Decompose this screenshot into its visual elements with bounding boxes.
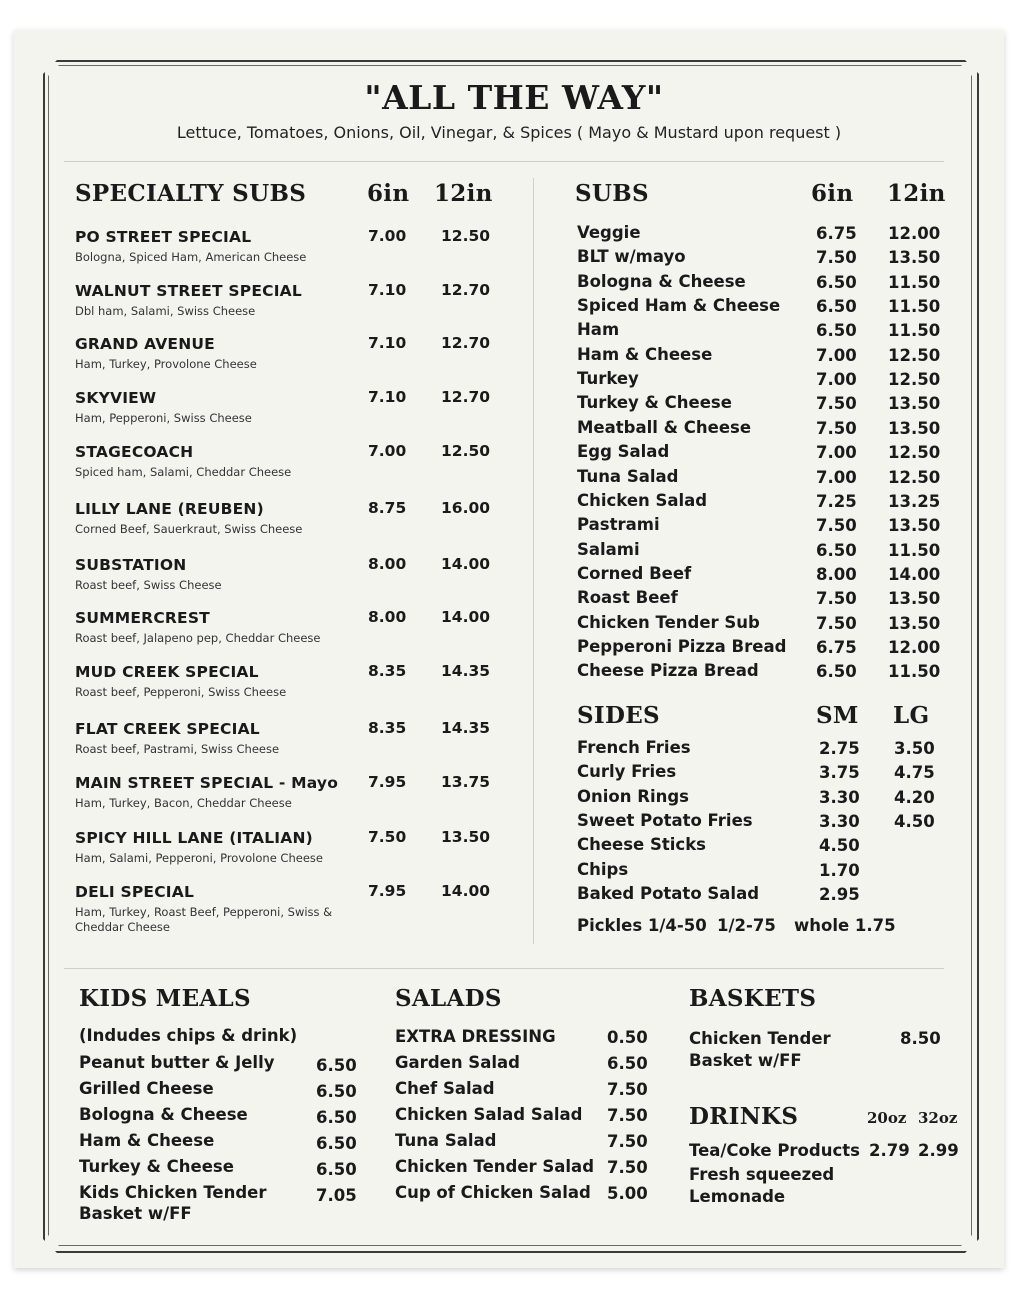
kids-item-price: 6.50 <box>316 1082 357 1101</box>
subs-item-price-12in: 12.00 <box>888 637 941 657</box>
drink-item2-name: Fresh squeezed <box>689 1165 835 1184</box>
salads-item-price: 7.50 <box>607 1106 648 1125</box>
specialty-item-price-12in: 12.70 <box>441 281 491 299</box>
subs-item-price-6in: 6.50 <box>816 297 857 317</box>
drinks-col-32oz: 32oz <box>918 1109 958 1127</box>
specialty-item-price-12in: 12.70 <box>441 334 491 352</box>
subs-item-price-6in: 6.50 <box>816 540 857 560</box>
subs-item-name: Turkey <box>577 369 639 389</box>
salads-item-price: 7.50 <box>607 1132 648 1151</box>
kids-note: (Indudes chips & drink) <box>79 1026 298 1045</box>
sides-col-sm: SM <box>816 702 859 729</box>
kids-item-name: Grilled Cheese <box>79 1079 214 1098</box>
subs-item-price-6in: 7.50 <box>816 589 857 609</box>
specialty-item-price-6in: 7.10 <box>368 388 407 406</box>
sides-col-lg: LG <box>893 702 930 729</box>
specialty-item-desc: Ham, Turkey, Provolone Cheese <box>75 357 257 371</box>
sides-item-name: Sweet Potato Fries <box>577 810 753 830</box>
sides-item-name: Cheese Sticks <box>577 835 706 855</box>
subs-item-price-6in: 7.00 <box>816 443 857 463</box>
subs-item-name: Salami <box>577 539 640 559</box>
drinks-heading: DRINKS <box>689 1103 799 1130</box>
sides-item-price-lg: 4.20 <box>894 787 935 807</box>
salads-item-price: 6.50 <box>607 1054 648 1073</box>
kids-item-price: 7.05 <box>316 1186 357 1205</box>
specialty-item-desc: Ham, Pepperoni, Swiss Cheese <box>75 411 252 425</box>
sides-item-name: French Fries <box>577 738 691 757</box>
kids-item-price: 6.50 <box>316 1160 357 1179</box>
subs-item-price-6in: 7.50 <box>816 418 857 438</box>
specialty-item-name: SUMMERCREST <box>75 609 210 627</box>
subs-item-price-12in: 13.50 <box>888 394 941 414</box>
specialty-item-price-12in: 14.35 <box>441 719 491 737</box>
subs-item-price-6in: 7.50 <box>816 516 857 536</box>
subs-item-price-12in: 12.50 <box>888 443 941 463</box>
pickles-price-2: 1/2-75 <box>717 916 776 935</box>
specialty-item-price-6in: 8.00 <box>368 555 407 573</box>
specialty-item-name: MUD CREEK SPECIAL <box>75 663 259 681</box>
kids-item-price: 6.50 <box>316 1108 357 1127</box>
specialty-item-name: SPICY HILL LANE (ITALIAN) <box>75 829 313 847</box>
salads-item-name: Tuna Salad <box>395 1131 497 1150</box>
specialty-item-name: PO STREET SPECIAL <box>75 228 252 246</box>
specialty-item-desc: Bologna, Spiced Ham, American Cheese <box>75 250 307 264</box>
divider-vertical <box>533 178 534 944</box>
specialty-item-price-6in: 7.10 <box>368 334 407 352</box>
specialty-item-desc: Ham, Salami, Pepperoni, Provolone Cheese <box>75 851 323 865</box>
salads-item-name: Chef Salad <box>395 1079 495 1098</box>
specialty-item-price-12in: 13.50 <box>441 828 491 846</box>
sides-item-price-sm: 3.30 <box>819 811 860 831</box>
specialty-item-price-12in: 14.35 <box>441 662 491 680</box>
specialty-item-price-12in: 14.00 <box>441 608 491 626</box>
specialty-item-price-6in: 8.35 <box>368 662 407 680</box>
subs-item-price-12in: 13.50 <box>888 418 941 438</box>
kids-item-name: Kids Chicken Tender <box>79 1183 267 1202</box>
subs-item-name: BLT w/mayo <box>577 247 686 267</box>
specialty-item-price-12in: 14.00 <box>441 555 491 573</box>
salads-item-name: Cup of Chicken Salad <box>395 1183 591 1202</box>
subs-item-name: Meatball & Cheese <box>577 417 752 437</box>
specialty-item-name: GRAND AVENUE <box>75 335 215 353</box>
specialty-item-desc: Corned Beef, Sauerkraut, Swiss Cheese <box>75 522 303 536</box>
specialty-item-price-6in: 7.95 <box>368 773 407 791</box>
drinks-col-20oz: 20oz <box>867 1109 907 1127</box>
subs-item-name: Chicken Tender Sub <box>577 612 760 632</box>
specialty-item-desc: Roast beef, Pepperoni, Swiss Cheese <box>75 685 287 699</box>
salads-item-price: 0.50 <box>607 1028 648 1047</box>
subs-item-name: Ham & Cheese <box>577 344 713 364</box>
specialty-item-price-12in: 12.50 <box>441 442 491 460</box>
subs-item-price-12in: 12.50 <box>888 345 941 365</box>
salads-heading: SALADS <box>395 985 502 1012</box>
sides-item-price-sm: 3.30 <box>819 787 860 807</box>
subs-item-price-12in: 13.25 <box>888 491 941 511</box>
sides-item-price-sm: 1.70 <box>819 860 860 880</box>
specialty-col-6in: 6in <box>367 180 410 207</box>
subs-col-12in: 12in <box>887 180 946 207</box>
kids-item-name-line2: Basket w/FF <box>79 1204 192 1223</box>
subs-heading: SUBS <box>575 180 649 207</box>
subs-item-price-6in: 6.50 <box>816 662 857 682</box>
salads-item-name: Garden Salad <box>395 1053 520 1072</box>
subs-item-price-6in: 7.50 <box>816 613 857 633</box>
salads-item-name: Chicken Salad Salad <box>395 1105 583 1124</box>
subs-item-name: Pastrami <box>577 515 660 535</box>
specialty-item-price-6in: 7.00 <box>368 227 407 245</box>
specialty-item-name: SKYVIEW <box>75 389 157 407</box>
subs-item-price-6in: 7.00 <box>816 467 857 487</box>
baskets-heading: BASKETS <box>689 985 817 1012</box>
specialty-heading: SPECIALTY SUBS <box>75 180 307 207</box>
divider-bottom <box>64 968 944 969</box>
pickles-price-1: Pickles 1/4-50 <box>577 916 707 935</box>
subs-item-name: Turkey & Cheese <box>577 393 732 413</box>
sides-item-price-sm: 2.75 <box>819 739 860 758</box>
specialty-item-name: MAIN STREET SPECIAL - Mayo <box>75 774 339 792</box>
specialty-item-desc: Spiced ham, Salami, Cheddar Cheese <box>75 465 292 479</box>
subs-item-price-6in: 6.50 <box>816 321 857 341</box>
subs-item-name: Corned Beef <box>577 563 692 583</box>
specialty-item-price-12in: 14.00 <box>441 882 491 900</box>
specialty-item-desc: Ham, Turkey, Bacon, Cheddar Cheese <box>75 796 292 810</box>
drink-item-name: Tea/Coke Products <box>689 1141 860 1160</box>
subs-item-price-12in: 11.50 <box>888 321 941 341</box>
menu-title: "ALL THE WAY" <box>364 78 664 117</box>
sides-item-price-lg: 3.50 <box>894 739 935 758</box>
specialty-item-price-12in: 16.00 <box>441 499 491 517</box>
sides-item-name: Baked Potato Salad <box>577 883 760 903</box>
sides-item-price-lg: 4.50 <box>894 811 935 831</box>
subs-item-price-12in: 14.00 <box>888 564 941 584</box>
subs-item-price-12in: 13.50 <box>888 613 941 633</box>
subs-item-price-6in: 7.50 <box>816 394 857 414</box>
subs-col-6in: 6in <box>811 180 854 207</box>
sides-item-name: Curly Fries <box>577 762 677 782</box>
sides-item-price-lg: 4.75 <box>894 763 935 783</box>
specialty-item-price-12in: 13.75 <box>441 773 491 791</box>
subs-item-price-6in: 7.25 <box>816 491 857 511</box>
kids-item-name: Turkey & Cheese <box>79 1157 234 1176</box>
subs-item-name: Roast Beef <box>577 588 678 608</box>
subs-item-name: Veggie <box>577 223 641 242</box>
subs-item-price-6in: 7.00 <box>816 370 857 390</box>
subs-item-price-12in: 13.50 <box>888 516 941 536</box>
subs-item-name: Egg Salad <box>577 442 670 462</box>
subs-item-price-12in: 12.00 <box>888 224 941 243</box>
specialty-item-name: FLAT CREEK SPECIAL <box>75 720 260 738</box>
sides-item-name: Onion Rings <box>577 786 689 806</box>
sides-item-price-sm: 3.75 <box>819 763 860 783</box>
kids-item-name: Ham & Cheese <box>79 1131 215 1150</box>
subs-item-price-6in: 6.50 <box>816 272 857 292</box>
kids-item-name: Bologna & Cheese <box>79 1105 248 1124</box>
salads-item-name: EXTRA DRESSING <box>395 1027 556 1046</box>
drink-item2-name-line2: Lemonade <box>689 1187 786 1206</box>
subs-item-price-12in: 13.50 <box>888 248 941 268</box>
subs-item-price-12in: 11.50 <box>888 540 941 560</box>
specialty-item-desc: Ham, Turkey, Roast Beef, Pepperoni, Swiss & <box>75 905 333 919</box>
drink-item-price-20oz: 2.79 <box>869 1141 910 1160</box>
kids-heading: KIDS MEALS <box>79 985 251 1012</box>
kids-item-name: Peanut butter & Jelly <box>79 1053 275 1072</box>
specialty-item-desc-line2: Cheddar Cheese <box>75 920 170 934</box>
specialty-item-desc: Roast beef, Pastrami, Swiss Cheese <box>75 742 280 756</box>
subs-item-price-6in: 6.75 <box>816 224 857 243</box>
subs-item-name: Ham <box>577 320 620 340</box>
specialty-item-price-6in: 8.00 <box>368 608 407 626</box>
salads-item-price: 5.00 <box>607 1184 648 1203</box>
specialty-item-price-6in: 8.75 <box>368 499 407 517</box>
subs-item-price-12in: 11.50 <box>888 297 941 317</box>
specialty-item-price-6in: 7.95 <box>368 882 407 900</box>
subs-item-price-12in: 12.50 <box>888 370 941 390</box>
pickles-price-3: whole 1.75 <box>794 916 896 935</box>
specialty-item-price-6in: 7.10 <box>368 281 407 299</box>
specialty-item-desc: Dbl ham, Salami, Swiss Cheese <box>75 304 256 318</box>
drink-item-price-32oz: 2.99 <box>918 1141 959 1160</box>
subs-item-price-6in: 7.00 <box>816 345 857 365</box>
specialty-item-desc: Roast beef, Swiss Cheese <box>75 578 222 592</box>
divider-top <box>64 161 944 162</box>
specialty-item-name: LILLY LANE (REUBEN) <box>75 500 264 518</box>
subs-item-price-6in: 8.00 <box>816 564 857 584</box>
subs-item-name: Cheese Pizza Bread <box>577 661 759 681</box>
subs-item-price-12in: 11.50 <box>888 662 941 682</box>
subs-item-price-6in: 7.50 <box>816 248 857 268</box>
sides-item-price-sm: 2.95 <box>819 884 860 904</box>
sides-item-name: Chips <box>577 859 629 879</box>
subs-item-name: Chicken Salad <box>577 490 708 510</box>
salads-item-name: Chicken Tender Salad <box>395 1157 595 1176</box>
basket-item-name: Chicken Tender <box>689 1029 831 1048</box>
menu-subtitle: Lettuce, Tomatoes, Onions, Oil, Vinegar, & Spices ( Mayo & Mustard upon request ) <box>176 123 842 142</box>
basket-item-price: 8.50 <box>900 1029 941 1048</box>
specialty-item-name: DELI SPECIAL <box>75 883 195 901</box>
subs-item-name: Pepperoni Pizza Bread <box>577 636 787 656</box>
specialty-item-price-6in: 7.00 <box>368 442 407 460</box>
specialty-item-price-12in: 12.70 <box>441 388 491 406</box>
specialty-item-price-12in: 12.50 <box>441 227 491 245</box>
specialty-item-desc: Roast beef, Jalapeno pep, Cheddar Cheese <box>75 631 321 645</box>
specialty-item-name: SUBSTATION <box>75 556 187 574</box>
specialty-item-name: STAGECOACH <box>75 443 194 461</box>
sides-item-price-sm: 4.50 <box>819 836 860 856</box>
specialty-item-name: WALNUT STREET SPECIAL <box>75 282 302 300</box>
kids-item-price: 6.50 <box>316 1056 357 1075</box>
salads-item-price: 7.50 <box>607 1080 648 1099</box>
specialty-item-price-6in: 7.50 <box>368 828 407 846</box>
subs-item-name: Tuna Salad <box>577 466 679 486</box>
specialty-col-12in: 12in <box>434 180 493 207</box>
subs-item-price-12in: 13.50 <box>888 589 941 609</box>
salads-item-price: 7.50 <box>607 1158 648 1177</box>
specialty-item-price-6in: 8.35 <box>368 719 407 737</box>
subs-item-price-6in: 6.75 <box>816 637 857 657</box>
basket-item-name-line2: Basket w/FF <box>689 1051 802 1070</box>
kids-item-price: 6.50 <box>316 1134 357 1153</box>
subs-item-price-12in: 12.50 <box>888 467 941 487</box>
sides-heading: SIDES <box>577 702 660 729</box>
subs-item-name: Bologna & Cheese <box>577 271 746 291</box>
subs-item-price-12in: 11.50 <box>888 272 941 292</box>
subs-item-name: Spiced Ham & Cheese <box>577 296 781 316</box>
